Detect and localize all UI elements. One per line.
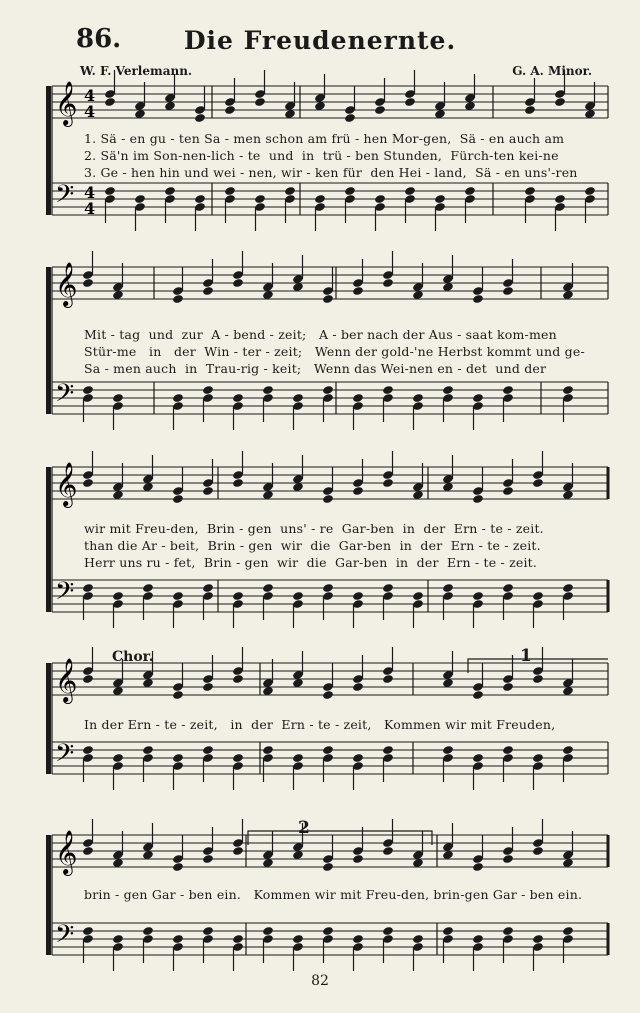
note-head-icon [202,583,214,593]
treble-clef-icon: 𝄞 [55,830,78,874]
note-head-icon [82,745,94,755]
system-bracket [46,467,51,612]
time-signature-icon: 4 [84,102,96,121]
note-head-icon [194,113,206,123]
bass-clef-icon: 𝄢 [55,379,75,414]
note-head-icon [82,674,94,684]
note-head-icon [412,393,424,403]
bass-clef-icon: 𝄢 [55,577,75,612]
note-head-icon [164,186,176,196]
note-head-icon [382,745,394,755]
note-head-icon [374,105,386,115]
note-head-icon [112,591,124,601]
note-head-icon [404,97,416,107]
note-head-icon [82,278,94,288]
system-bracket [46,267,51,414]
note-head-icon [112,753,124,763]
note-head-icon [502,583,514,593]
note-head-icon [112,393,124,403]
note-head-icon [382,478,394,488]
note-head-icon [382,385,394,395]
note-head-icon [202,745,214,755]
lyric-line: than die Ar - beit, Brin - gen wir die Gar-ben in der Ern - te - zeit. [84,538,541,553]
note-head-icon [224,186,236,196]
note-head-icon [472,690,484,700]
note-head-icon [262,583,274,593]
note-head-icon [562,583,574,593]
note-head-icon [352,753,364,763]
lyric-line: Sa - men auch in Trau-rig - keit; Wenn das Wei-nen en - det und der [84,361,547,376]
note-head-icon [502,682,514,692]
bass-clef-icon: 𝄢 [55,180,75,215]
note-head-icon [532,846,544,856]
note-head-icon [502,286,514,296]
note-head-icon [262,385,274,395]
lyric-line: Herr uns ru - fet, Brin - gen wir die Gar-ben in der Ern - te - zeit. [84,555,538,570]
note-head-icon [172,934,184,944]
lyric-line: 1. Sä - en gu - ten Sa - men schon am frü - hen Mor-gen, Sä - en auch am [84,131,565,146]
note-head-icon [112,934,124,944]
note-head-icon [254,97,266,107]
note-head-icon [352,682,364,692]
note-head-icon [172,393,184,403]
note-head-icon [502,486,514,496]
note-head-icon [442,583,454,593]
note-head-icon [464,186,476,196]
note-head-icon [554,194,566,204]
note-head-icon [352,486,364,496]
lyric-line: Mit - tag und zur A - bend - zeit; A - ber nach der Aus - saat kom-men [84,327,557,342]
note-head-icon [532,591,544,601]
note-head-icon [232,591,244,601]
hymn-title: Die Freudenernte. [183,26,457,55]
note-head-icon [172,591,184,601]
note-head-icon [352,591,364,601]
note-head-icon [352,286,364,296]
note-head-icon [502,385,514,395]
bass-clef-icon: 𝄢 [55,920,75,955]
note-head-icon [374,194,386,204]
note-head-icon [292,393,304,403]
note-head-icon [202,486,214,496]
time-signature-icon: 4 [84,183,96,202]
note-head-icon [82,583,94,593]
note-head-icon [562,385,574,395]
note-head-icon [472,494,484,504]
note-head-icon [104,186,116,196]
note-head-icon [524,105,536,115]
treble-clef-icon: 𝄞 [55,262,78,306]
note-head-icon [472,862,484,872]
note-head-icon [224,105,236,115]
note-head-icon [322,690,334,700]
note-head-icon [532,674,544,684]
composer-credit: G. A. Minor. [512,64,592,78]
note-head-icon [82,926,94,936]
note-head-icon [502,745,514,755]
note-head-icon [232,393,244,403]
note-head-icon [382,926,394,936]
volta-number: 2 [298,818,310,838]
note-head-icon [82,846,94,856]
note-head-icon [322,583,334,593]
volta-number: 1 [520,646,532,666]
note-head-icon [322,294,334,304]
note-head-icon [262,926,274,936]
system-bracket [46,86,51,215]
note-head-icon [172,862,184,872]
note-head-icon [532,753,544,763]
note-head-icon [532,934,544,944]
treble-clef-icon: 𝄞 [55,462,78,506]
hymn-number: 86. [76,24,122,54]
note-head-icon [382,278,394,288]
note-head-icon [382,674,394,684]
note-head-icon [382,583,394,593]
treble-clef-icon: 𝄞 [55,658,78,702]
treble-clef-icon: 𝄞 [55,81,78,125]
system-bracket [46,663,51,774]
system-bracket [46,835,51,955]
note-head-icon [322,926,334,936]
note-head-icon [442,385,454,395]
note-head-icon [472,393,484,403]
note-head-icon [352,393,364,403]
note-head-icon [202,286,214,296]
note-head-icon [232,478,244,488]
note-head-icon [172,690,184,700]
note-head-icon [412,934,424,944]
note-head-icon [142,926,154,936]
note-head-icon [202,926,214,936]
note-head-icon [262,745,274,755]
note-head-icon [352,854,364,864]
note-head-icon [524,186,536,196]
note-head-icon [232,753,244,763]
note-head-icon [172,494,184,504]
lyric-line: wir mit Freu-den, Brin - gen uns' - re Gar-ben in der Ern - te - zeit. [84,521,544,536]
note-head-icon [562,745,574,755]
lyric-line: Stür-me in der Win - ter - zeit; Wenn der gold-'ne Herbst kommt und ge- [84,344,585,359]
note-head-icon [254,194,266,204]
note-head-icon [232,674,244,684]
note-head-icon [322,494,334,504]
note-head-icon [172,753,184,763]
note-head-icon [322,862,334,872]
time-signature-icon: 4 [84,86,96,105]
note-head-icon [352,934,364,944]
note-head-icon [172,294,184,304]
note-head-icon [104,97,116,107]
lyric-line: 3. Ge - hen hin und wei - nen, wir - ken für den Hei - land, Sä - en uns'-ren [84,165,578,180]
note-head-icon [82,478,94,488]
note-head-icon [404,186,416,196]
note-head-icon [442,745,454,755]
time-signature-icon: 4 [84,199,96,218]
chorus-label: Chor. [112,649,154,665]
note-head-icon [472,753,484,763]
note-head-icon [434,194,446,204]
lyricist-credit: W. F. Verlemann. [80,64,193,78]
lyric-line: brin - gen Gar - ben ein. Kommen wir mit Freu-den, brin-gen Gar - ben ein. [84,887,583,902]
note-head-icon [502,854,514,864]
note-head-icon [292,591,304,601]
note-head-icon [232,934,244,944]
note-head-icon [442,926,454,936]
bass-clef-icon: 𝄢 [55,739,75,774]
note-head-icon [314,194,326,204]
note-head-icon [292,753,304,763]
note-head-icon [82,385,94,395]
note-head-icon [502,926,514,936]
note-head-icon [382,846,394,856]
note-head-icon [584,186,596,196]
note-head-icon [232,846,244,856]
note-head-icon [344,113,356,123]
page-number: 82 [311,973,329,989]
note-head-icon [202,854,214,864]
note-head-icon [472,934,484,944]
note-head-icon [142,745,154,755]
note-head-icon [194,194,206,204]
note-head-icon [532,478,544,488]
note-head-icon [202,682,214,692]
note-head-icon [284,186,296,196]
lyric-line: In der Ern - te - zeit, in der Ern - te - zeit, Kommen wir mit Freuden, [84,717,556,732]
note-head-icon [142,583,154,593]
note-head-icon [554,97,566,107]
note-head-icon [322,385,334,395]
note-head-icon [292,934,304,944]
lyric-line: 2. Sä'n im Son-nen-lich - te und in trü - ben Stunden, Fürch-ten kei-ne [84,148,559,163]
note-head-icon [134,194,146,204]
note-head-icon [232,278,244,288]
note-head-icon [202,385,214,395]
note-head-icon [472,591,484,601]
note-head-icon [562,926,574,936]
note-head-icon [344,186,356,196]
note-head-icon [412,591,424,601]
note-head-icon [472,294,484,304]
note-head-icon [322,745,334,755]
